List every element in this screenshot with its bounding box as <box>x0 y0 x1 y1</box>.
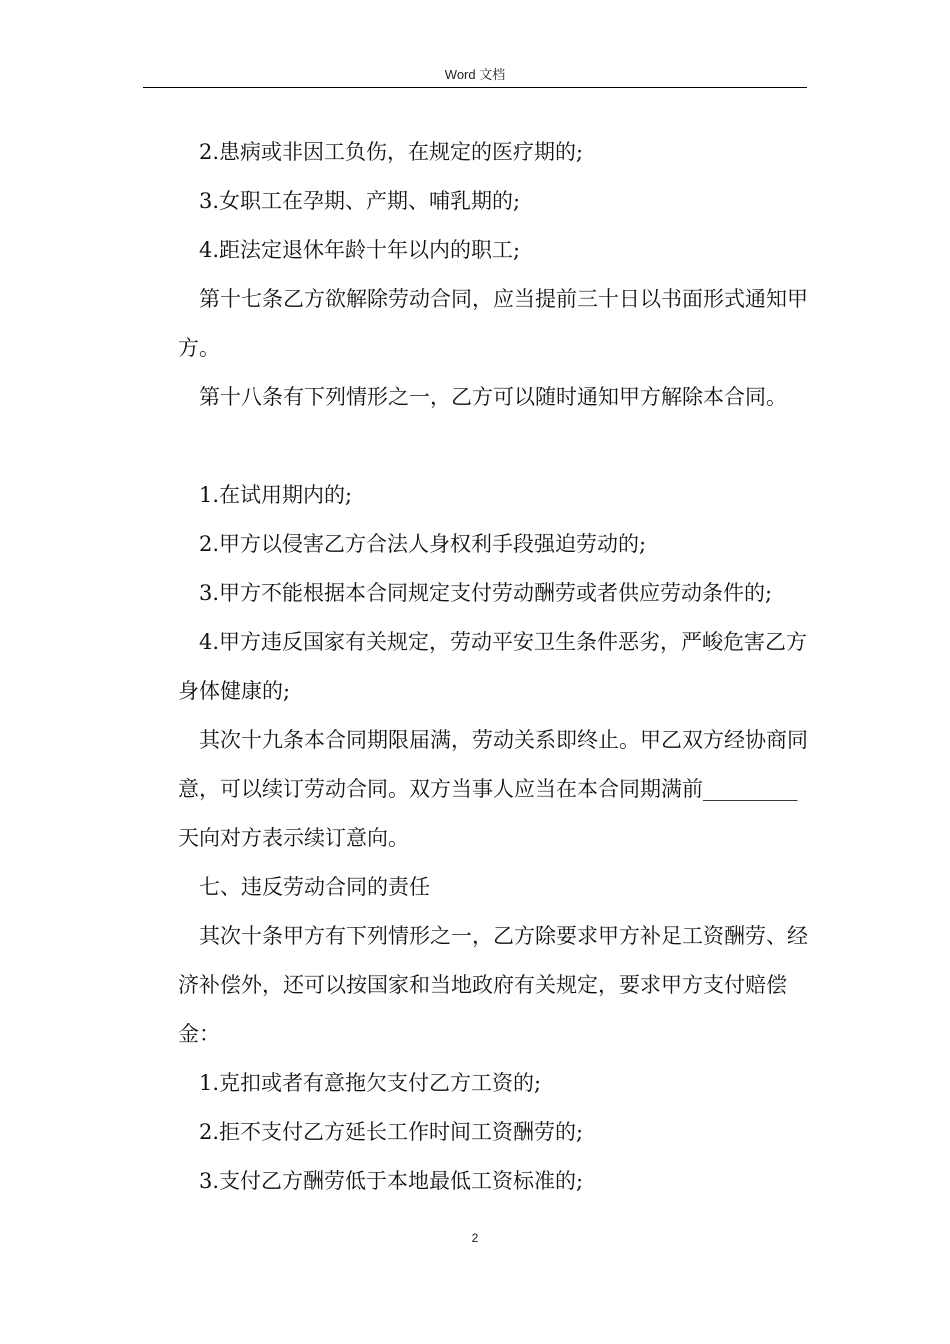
paragraph-article-18: 第十八条有下列情形之一，乙方可以随时通知甲方解除本合同。 <box>199 385 787 409</box>
paragraph-wage-item-1: 1.克扣或者有意拖欠支付乙方工资的; <box>199 1071 542 1095</box>
paragraph-wage-item-3: 3.支付乙方酬劳低于本地最低工资标准的; <box>199 1169 584 1193</box>
paragraph-item-4: 4.甲方违反国家有关规定，劳动平安卫生条件恶劣，严峻危害乙方身体健康的; <box>178 630 808 703</box>
blank-line <box>178 422 818 471</box>
section-heading-7: 七、违反劳动合同的责任 <box>199 875 430 899</box>
paragraph-clause-4: 4.距法定退休年龄十年以内的职工; <box>199 238 521 262</box>
document-body <box>178 128 818 1206</box>
paragraph-article-17: 第十七条乙方欲解除劳动合同，应当提前三十日以书面形式通知甲方。 <box>178 287 808 360</box>
page-number: 2 <box>471 1231 479 1245</box>
paragraph-item-3: 3.甲方不能根据本合同规定支付劳动酬劳或者供应劳动条件的; <box>199 581 773 605</box>
page-header: Word 文档 <box>444 67 506 82</box>
paragraph-wage-item-2: 2.拒不支付乙方延长工作时间工资酬劳的; <box>199 1120 584 1144</box>
paragraph-item-1: 1.在试用期内的; <box>199 483 353 507</box>
paragraph-clause-2: 2.患病或非因工负伤，在规定的医疗期的; <box>199 140 584 164</box>
header-rule <box>143 87 807 88</box>
paragraph-article-20: 其次十条甲方有下列情形之一，乙方除要求甲方补足工资酬劳、经济补偿外，还可以按国家和当地政府有关规定，要求甲方支付赔偿金： <box>178 924 808 1046</box>
paragraph-article-19: 其次十九条本合同期限届满，劳动关系即终止。甲乙双方经协商同意，可以续订劳动合同。双方当事人应当在本合同期满前_________天向对方表示续订意向。 <box>178 728 808 850</box>
paragraph-clause-3: 3.女职工在孕期、产期、哺乳期的; <box>199 189 521 213</box>
paragraph-item-2: 2.甲方以侵害乙方合法人身权利手段强迫劳动的; <box>199 532 647 556</box>
